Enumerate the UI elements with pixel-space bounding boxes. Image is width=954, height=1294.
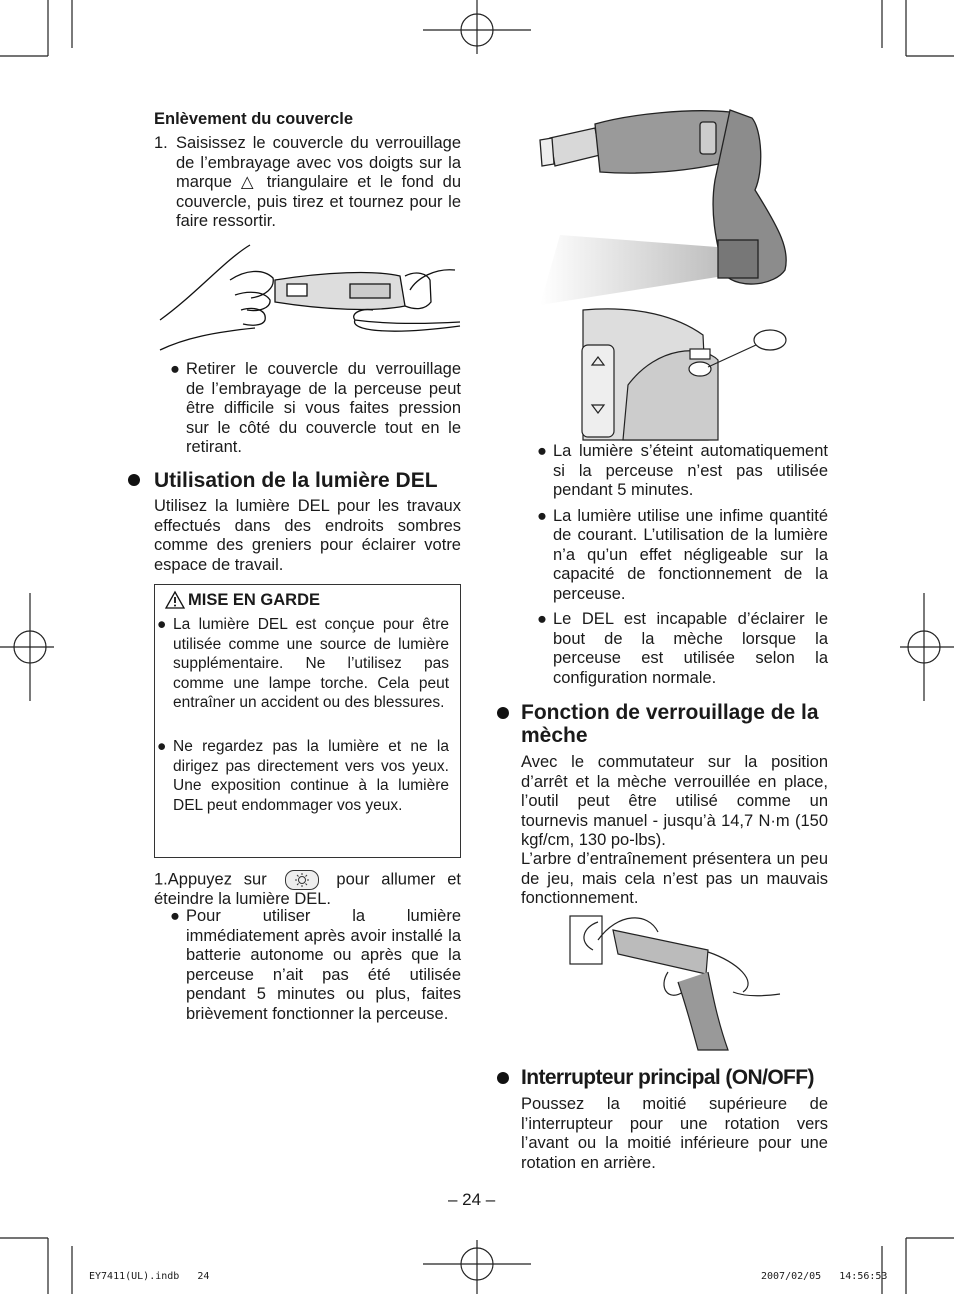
led-intro: Utilisez la lumière DEL pour les travaux effectués dans des endroits sombres comme des greniers pour éclairer votre espace de travail.	[154, 497, 461, 574]
section-bullet-icon	[497, 1072, 509, 1084]
warning-triangle-icon	[165, 591, 185, 609]
light-button-closeup-illustration	[578, 305, 788, 445]
led-step-1-bullet	[170, 907, 461, 1024]
bullet-icon: ●	[157, 616, 167, 633]
bullet-icon: ●	[170, 360, 180, 378]
caution-box	[154, 584, 461, 858]
drill-light-illustration	[540, 100, 840, 300]
cover-removal-illustration	[155, 240, 465, 355]
step-text: Saisissez le couvercle du verrouillage de l’embrayage avec vos doigts sur la marque △ triangulaire et le fond du couvercle, puis tirez et tournez pour le faire ressortir.	[176, 134, 461, 230]
footer-date-label: 2007/02/05 14:56:53	[761, 1271, 888, 1282]
light-button-icon	[285, 870, 319, 890]
manual-screwdriver-illustration	[568, 912, 783, 1052]
led-bullet-item	[537, 442, 828, 501]
bullet-icon: ●	[537, 610, 547, 628]
bullet-text: Pour utiliser la lumière immédiatement après avoir installé la batterie autonome ou après que la perceuse n’ait pas été utilisée pendant 5 minutes ou plus, faites brièvement fonctionner la perceuse.	[186, 907, 461, 1023]
bullet-text: Le DEL est incapable d’éclairer le bout de la mèche lorsque la perceuse est utilisée selon la configuration normale.	[553, 610, 828, 687]
bullet-text: La lumière s’éteint automatiquement si la perceuse n’est pas utilisée pendant 5 minutes.	[553, 442, 828, 499]
led-section-title: Utilisation de la lumière DEL	[154, 469, 438, 492]
bullet-text: Retirer le couvercle du verrouillage de l’embrayage de la perceuse peut être difficile si vous faites pression sur le côté du couvercle tout en le retirant.	[186, 360, 461, 456]
main-switch-title: Interrupteur principal (ON/OFF)	[521, 1066, 814, 1089]
caution-title: MISE EN GARDE	[188, 591, 321, 609]
caution-item-1	[157, 615, 449, 713]
step-text-b: pour allumer et éteindre la lumière DEL.	[154, 870, 461, 908]
cover-removal-step-1	[154, 134, 461, 232]
bullet-text: La lumière utilise une infime quantité de courant. L’utilisation de la lumière n’a qu’un effet négligeable sur la capacité de fonctionnement de la perceuse.	[553, 506, 828, 603]
footer-file-label: EY7411(UL).indb 24	[89, 1271, 210, 1282]
caution-text: La lumière DEL est conçue pour être utilisée comme une source de lumière supplémentaire. Ne l’utilisez pas comme une lampe torche. Cela peut entraîner un accident ou des blessures.	[173, 616, 449, 711]
caution-item-2	[157, 737, 449, 815]
main-switch-p1: Poussez la moitié supérieure de l’interrupteur pour une rotation vers l’avant ou la moitié inférieure pour une rotation en arrière.	[521, 1095, 828, 1172]
spindle-lock-p1: Avec le commutateur sur la position d’arrêt et la mèche verrouillée en place, l’outil peut être utilisé comme un tournevis manuel - jusqu’à 14,7 N·m (150 kgf/cm, 130 po-lbs).	[521, 753, 828, 849]
bullet-icon: ●	[157, 738, 167, 755]
led-bullet-item	[537, 507, 828, 605]
section-bullet-icon	[128, 474, 140, 486]
bullet-icon: ●	[537, 506, 547, 525]
led-bullet-list	[537, 442, 828, 688]
bullet-icon: ●	[537, 442, 547, 460]
section-bullet-icon	[497, 707, 509, 719]
cover-removal-bullet	[170, 360, 461, 458]
led-step-1	[154, 870, 461, 910]
cover-removal-heading: Enlèvement du couvercle	[154, 110, 353, 128]
bullet-icon: ●	[170, 907, 180, 925]
caution-text: Ne regardez pas la lumière et ne la dirigez pas directement vers vos yeux. Une exposition continue à la lumière DEL peut endommager vos yeux.	[173, 738, 449, 814]
spindle-lock-title: Fonction de verrouillage de la mèche	[521, 701, 819, 747]
step-text-a: 1.Appuyez sur	[154, 870, 267, 889]
led-bullet-item	[537, 610, 828, 688]
page-number: – 24 –	[448, 1190, 496, 1209]
step-number: 1.	[154, 134, 168, 152]
spindle-lock-p2: L’arbre d’entraînement présentera un peu de jeu, mais cela n’est pas un mauvais fonctionnement.	[521, 850, 828, 907]
